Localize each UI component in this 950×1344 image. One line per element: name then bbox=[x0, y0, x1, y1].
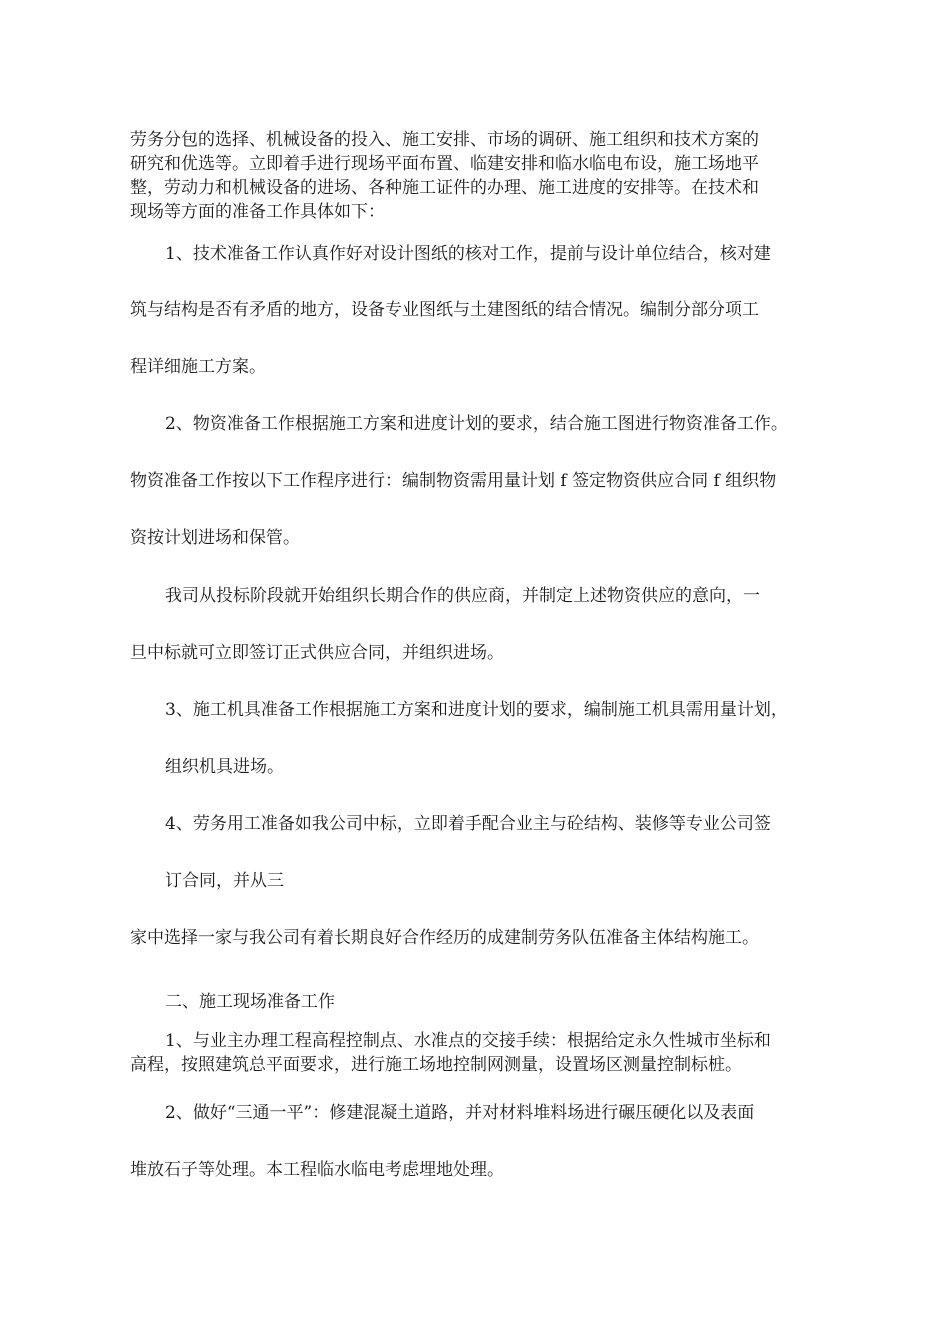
technical-prep-line: 程详细施工方案。 bbox=[130, 357, 266, 377]
labor-prep-line: 订合同，并从三 bbox=[165, 871, 284, 891]
labor-prep-line: 家中选择一家与我公司有着长期良好合作经历的成建制劳务队伍准备主体结构施工。 bbox=[130, 928, 759, 948]
supplier-line: 旦中标就可立即签订正式供应合同，并组织进场。 bbox=[130, 643, 504, 663]
intro-line: 劳务分包的选择、机械设备的投入、施工安排、市场的调研、施工组织和技术方案的 bbox=[130, 130, 759, 150]
site-leveling-line: 2、做好“三通一平”：修建混凝土道路，并对材料堆料场进行碾压硬化以及表面 bbox=[165, 1103, 755, 1123]
section-heading: 二、施工现场准备工作 bbox=[165, 992, 335, 1012]
site-control-line: 高程，按照建筑总平面要求，进行施工场地控制网测量，设置场区测量控制标桩。 bbox=[130, 1055, 742, 1075]
material-prep-line: 物资准备工作按以下工作程序进行：编制物资需用量计划 f 签定物资供应合同 f 组织物 bbox=[130, 471, 777, 491]
machinery-prep-line: 3、施工机具准备工作根据施工方案和进度计划的要求，编制施工机具需用量计划， bbox=[165, 700, 788, 720]
material-prep-line: 2、物资准备工作根据施工方案和进度计划的要求，结合施工图进行物资准备工作。 bbox=[165, 414, 788, 434]
intro-line: 研究和优选等。立即着手进行现场平面布置、临建安排和临水临电布设，施工场地平 bbox=[130, 154, 759, 174]
supplier-line: 我司从投标阶段就开始组织长期合作的供应商，并制定上述物资供应的意向，一 bbox=[165, 586, 760, 606]
material-prep-line: 资按计划进场和保管。 bbox=[130, 528, 300, 548]
site-leveling-line: 堆放石子等处理。本工程临水临电考虑埋地处理。 bbox=[130, 1160, 504, 1180]
site-control-line: 1、与业主办理工程高程控制点、水准点的交接手续：根据给定永久性城市坐标和 bbox=[165, 1031, 771, 1051]
intro-line: 整，劳动力和机械设备的进场、各种施工证件的办理、施工进度的安排等。在技术和 bbox=[130, 178, 759, 198]
intro-line: 现场等方面的准备工作具体如下： bbox=[130, 202, 385, 222]
technical-prep-line: 筑与结构是否有矛盾的地方，设备专业图纸与土建图纸的结合情况。编制分部分项工 bbox=[130, 300, 759, 320]
machinery-prep-line: 组织机具进场。 bbox=[165, 757, 284, 777]
labor-prep-line: 4、劳务用工准备如我公司中标，立即着手配合业主与砼结构、装修等专业公司签 bbox=[165, 814, 771, 834]
technical-prep-line: 1、技术准备工作认真作好对设计图纸的核对工作，提前与设计单位结合，核对建 bbox=[165, 244, 771, 264]
